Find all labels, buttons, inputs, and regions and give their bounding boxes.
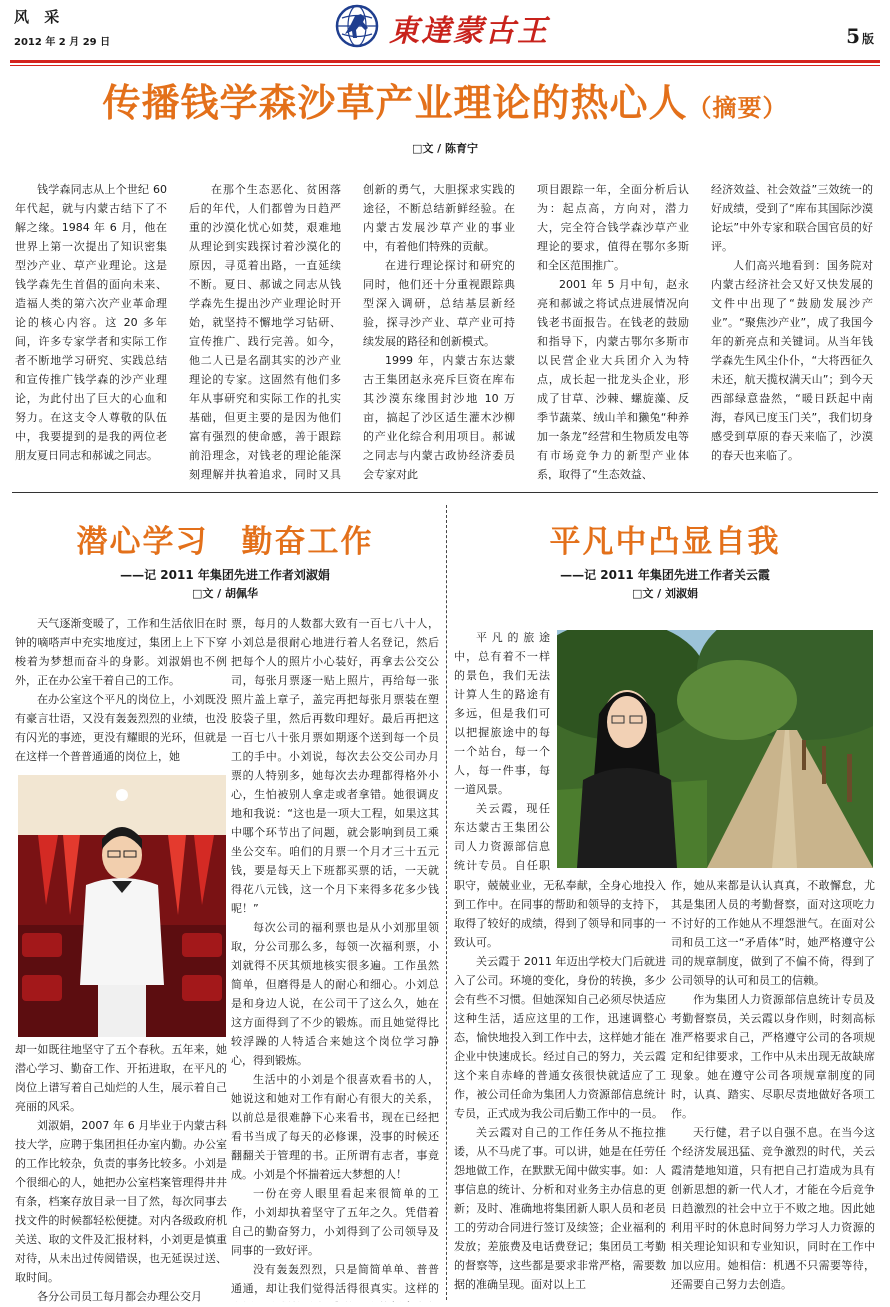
main-col-1: [15, 180, 167, 480]
main-title-text: 传播钱学森沙草产业理论的热心人: [102, 80, 688, 125]
right-article-subtitle: ——记 2011 年集团先进工作者关云霞: [560, 568, 770, 582]
paragraph: 没有轰轰烈烈，只是简简单单、普普通通，却让我们觉得活得很真实。这样的: [231, 1263, 439, 1295]
left-article-subtitle: ——记 2011 年集团先进工作者刘淑娟: [120, 568, 330, 582]
paragraph: 生活中的小刘是个很喜欢看书的人，她说这和她对工作有耐心有很大的关系，以前总是很难静下心来看书，现在已经把看书当成了每天的必修课，没事的时候还翻翻关于管理的书。正所谓有志者，事竟成。小刘是个怀揣着远大梦想的人！: [231, 1073, 439, 1181]
masthead-rule-thin: [10, 65, 880, 66]
masthead-rule: [10, 60, 880, 63]
logo-wordmark: 東達蒙古王: [389, 14, 549, 49]
paragraph: 天行健，君子以自强不息。在当今这个经济发展迅猛、竞争激烈的时代，关云霞清楚地知道，只有把自己打造成为具有创新思想的新一代人才，才能在今后竞争日趋激烈的社会中立于不败之地。因此她利用平时的休息时间努力学习人力资源的相关理论知识和专业知识，同时在工作中加以应用。她相信：机遇不只需要等待，还需要自己努力去创造。: [671, 1126, 875, 1291]
paragraph: 创新的勇气，大胆探求实践的途径，不断总结新鲜经验。在内蒙古发展沙草产业的事业中，有着他们特殊的贡献。: [363, 183, 515, 253]
paragraph: 天气逐渐变暖了，工作和生活依旧在时钟的嘀嗒声中充实地度过，集团上上下下穿梭着为梦想而奋斗的身影。刘淑娟也不例外，正在办公室干着自己的工作。: [15, 617, 227, 687]
globe-horse-emblem-icon: [335, 4, 379, 48]
main-article-byline: □文 / 陈育宁: [411, 142, 479, 155]
left-article-title: 潜心学习 勤奋工作: [76, 524, 374, 560]
main-title-suffix: （摘要）: [687, 93, 788, 122]
right-article-intro: [454, 628, 550, 872]
paragraph: 项目跟踪一年，全面分析后认为：起点高，方向对，潜力大，完全符合钱学森沙草产业理论的要求，值得在鄂尔多斯和全区范围推广。: [537, 183, 689, 272]
paragraph: 作，她从来都是认认真真，不敢懈怠，尤其是集团人员的考勤督察，面对这项吃力不讨好的工作她从不埋怨泄气。在面对公司和员工这一“矛盾体”时，她严格遵守公司的规章制度，做到了不偏不倚，得到了公司领导的认可和员工的信赖。: [671, 879, 875, 987]
article-column-divider: [446, 505, 447, 1300]
main-col-5: [711, 180, 873, 480]
paragraph: 关云霞，现任东达蒙古王集团公司人力资源部信息统计专员。自任职: [454, 802, 550, 872]
section-name: 风 采: [14, 8, 65, 26]
paragraph: 关云霞于 2011 年迈出学校大门后就进入了公司。环境的变化，身份的转换，多少会有些不习惯。但她深知自己必须尽快适应这种生活，适应这里的工作，迅速调整心态，愉快地投入到工作中去，这样她才能在企业中快速成长。经过自己的努力，关云霞这个来自赤峰的普通女孩很快就适应了工作，被公司任命为集团人力资源部信息统计专员，正式成为我公司后勤工作中的一员。: [454, 955, 666, 1120]
left-article-col-1-top: [15, 614, 227, 774]
right-article-title: 平凡中凸显自我: [549, 524, 781, 560]
right-article-byline: □文 / 刘淑娟: [631, 587, 699, 600]
paragraph: 在进行理论探讨和研究的同时，他们还十分重视跟踪典型深入调研，总结基层新经验，探寻沙产业、草产业可持续发展的路径和创新模式。: [363, 259, 515, 348]
main-article-title: [0, 72, 890, 127]
paragraph: 职守，兢兢业业，无私奉献，全身心地投入到工作中。在同事的帮助和领导的支持下，取得了较好的成绩，得到了领导和同事的一致认可。: [454, 879, 666, 949]
paragraph: 关云霞对自己的工作任务从不拖拉推诿，从不马虎了事。可以讲，她是在任劳任怨地做工作，在默默无闻中做实事。如：人事信息的统计、分析和对业务主办信息的更新；及时、准确地将集团新人职人员和老员工的劳动合同进行签订及续签；企业福利的发放；差旅费及电话费登记；集团员工考勤的督察等，这些都是要求非常严格，需要数据的准确呈现。面对以上工: [454, 1126, 666, 1291]
portrait-photo-icon: [18, 775, 226, 1037]
section-divider: [12, 492, 878, 493]
left-article-col-1-bottom: [15, 1040, 227, 1302]
paragraph: 人们高兴地看到：国务院对内蒙古经济社会又好又快发展的文件中出现了“鼓励发展沙产业”。“聚焦沙产业”，成了我国今年的新亮点和关键词。从当年钱学森先生风尘仆仆，“大将西征久未还，航天揽权满天山”；到今天西部绿意盎然，“暖日跃起中南海，春风已度玉门关”，我们切身感受到草原的春天来临了，沙漠的春天也来临了。: [711, 259, 873, 462]
paragraph: 却一如既往地坚守了五个春秋。五年来，她潜心学习、勤奋工作、开拓进取，在平凡的岗位上谱写着自己灿烂的人生，展示着自己亮丽的风采。: [15, 1043, 227, 1113]
page-number-value: 5: [846, 24, 860, 48]
paragraph: 刘淑娟，2007 年 6 月毕业于内蒙古科技大学，应聘于集团担任办室内勤。办公室的工作比较杂，负责的事务比较多。小刘是个很细心的人，她把办公室档案管理得井井有条，档案存放目录一目了然，每次同事去找文件的时候都轻松便捷。对内各级政府机关送、取的文件及汇报材料，小刘更是慎重对待，从未出过传阅错误，也无延误过送、取时间。: [15, 1119, 227, 1284]
paragraph: 作为集团人力资源部信息统计专员及考勤督察员，关云霞以身作则，时刻高标准严格要求自己，严格遵守公司的各项规定和纪律要求，工作中从未出现无故缺席现象。她在遵守公司各项规章制度的同时，认真、踏实、尽职尽责地做好各项工作。: [671, 993, 875, 1120]
masthead-left: [14, 6, 110, 48]
guan-yunxia-photo: [557, 630, 873, 868]
paragraph: 2001 年 5 月中旬，赵永亮和郝诚之将试点进展情况向钱老书面报告。在钱老的鼓励和指导下，内蒙古鄂尔多斯市以民营企业大兵团介入为特点，成长起一批龙头企业，形成了甘草、沙棘、螺旋藻、反季节蔬菜、绒山羊和獭兔“种养加一条龙”经营和生物质发电等有市场竞争力的新型产业体系，取得了“生态效益、: [537, 278, 689, 480]
paragraph: 在办公室这个平凡的岗位上，小刘既没有豪言壮语，又没有轰轰烈烈的业绩，也没有闪光的事迹，更没有耀眼的光环，但就是在这样一个普普通通的岗位上，她: [15, 693, 227, 763]
main-col-2: [189, 180, 341, 480]
page-number-label: 版: [861, 32, 874, 46]
issue-date: 2012 年 2 月 29 日: [14, 37, 111, 48]
newspaper-logo: [335, 4, 565, 52]
left-article-byline: □文 / 胡佩华: [191, 587, 259, 600]
main-col-4: [537, 180, 689, 480]
paragraph: 钱学森同志从上个世纪 60 年代起，就与内蒙古结下了不解之缘。1984 年 6 月，他在世界上第一次提出了知识密集型沙产业、草产业理论。这是钱学森先生首倡的面向未来、造福人类的第六次产业革命理论的核心内容。这 20 多年间，许多专家学者和实际工作者不断地学习研究、实践总结和宣传推广钱学森的沙产业理论，为此付出了巨大的心血和努力。在这支令人尊敬的队伍中，我要提到的是我的两位老朋友夏日同志和郝诚之同志。: [15, 183, 167, 462]
liu-shujuan-photo: [18, 775, 226, 1037]
right-article-col-1: [454, 876, 666, 1302]
paragraph: 各分公司员工每月都会办理公交月: [37, 1290, 202, 1302]
page-number: [846, 24, 874, 48]
paragraph: 一份在旁人眼里看起来很简单的工作，小刘却执着坚守了五年之久。凭借着自己的勤奋努力，小刘得到了公司领导及同事的一致好评。: [231, 1187, 439, 1257]
right-article-col-2: [671, 876, 875, 1302]
paragraph: 1999 年，内蒙古东达蒙古王集团赵永亮斥巨资在库布其沙漠东缘围封沙地 10 万亩，搞起了沙区适生灌木沙柳的产业化综合利用项目。郝诚之同志与内蒙古政协经济委员会专家对此: [363, 354, 515, 480]
left-article-col-2: [231, 614, 439, 1302]
paragraph: 每次公司的福利票也是从小刘那里领取，分公司那么多，每领一次福利票，小刘就得不厌其烦地核实很多遍。工作虽然简单，但磨得是人的耐心和细心。小刘总是和身边人说，在公司干了这么久，她在这方面得到了不少的锻炼。而且她觉得比较浮躁的人特适合来她这个岗位学习静心，得到锻炼。: [231, 921, 439, 1067]
portrait-photo-icon: [557, 630, 873, 868]
paragraph: 票，每月的人数都大致有一百七八十人，小刘总是很耐心地进行着人名登记，然后把每个人的照片小心装好，再拿去公交公司，每张月票逐一贴上照片，再给每一张照片盖上章子，盖完再把每张月票装在塑胶袋子里，然后再数印理好。最后再把这一百七八十张月票如期逐个送到每一个员工的手中。小刘说，每次去公交公司办月票的人特别多，她每次去办理都得格外小心，生怕被别人拿走或者拿错。她很调皮地和我说：“这也是一项大工程，如果这其中哪个环节出了问题，就会影响到员工乘坐公交车。咱们的月票一个月才三十五元钱，要是每天上下班都买票的话，一天就得花八元钱，这一个月下来得多花多少钱呢！”: [231, 617, 439, 915]
main-col-3: [363, 180, 515, 480]
paragraph: 经济效益、社会效益”三效统一的好成绩，受到了“库布其国际沙漠论坛”中外专家和联合国官员的好评。: [711, 183, 873, 253]
paragraph: 平凡的旅途中，总有着不一样的景色，我们无法计算人生的路途有多远，但是我们可以把握旅途中的每一个站台，每一个人，每一件事，每一道风景。: [454, 631, 550, 796]
paragraph: 在那个生态恶化、贫困落后的年代，人们都曾为日趋严重的沙漠化忧心如焚，艰难地从理论到实践探讨着沙漠化的原因，寻觅着出路，一直延续不断。夏日、郝诚之同志从钱学森先生提出沙产业理论时开始，就坚持不懈地学习钻研、宣传推广、践行完善。如今，他二人已是名副其实的沙产业理论的专家。这固然有他们多年从事研究和实际工作的扎实基础，但更主要的是因为他们富有强烈的使命感，善于跟踪前沿理念，对钱老的理论能深刻理解并执着追求，同时又具: [189, 183, 341, 480]
